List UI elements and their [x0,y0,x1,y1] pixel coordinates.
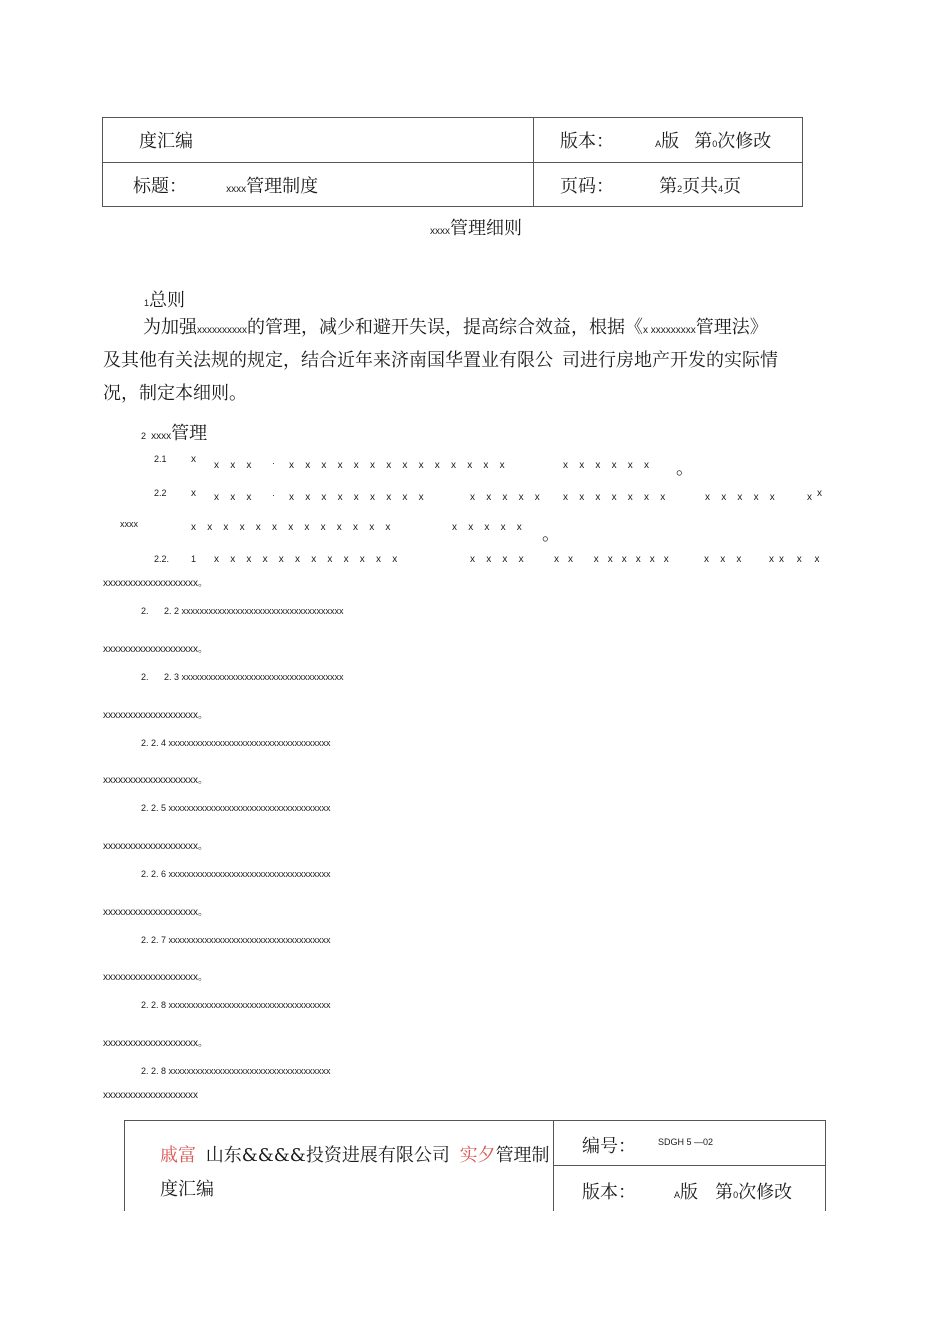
para-text: 为加强 [143,317,197,338]
item-mark: · [272,458,275,468]
item-end: 。 [676,458,694,479]
section-1-paragraph-line-2 [103,344,778,377]
item-2-2-5: 2. 2. 5 xxxxxxxxxxxxxxxxxxxxxxxxxxxxxxxxxxxx [141,803,331,813]
item-placeholder: xx x x [769,554,825,565]
section-2-number: 2 [141,431,147,441]
item-2-2-5-continuation: xxxxxxxxxxxxxxxxxxx。 [103,841,208,852]
document-heading [430,214,522,240]
header-page-total: 4 [718,183,724,194]
section-1-title: 总则 [149,290,186,311]
item-number: 2.1 [154,454,167,464]
header-version-label: 版本： [560,131,614,152]
item-placeholder: xxxxxxxxxxxxx [191,522,402,533]
footer-version-small: A [674,1190,681,1200]
item-2-2-3-prefix: 2. [141,672,149,682]
footer-revision-post: 次修改 [738,1182,793,1203]
item-placeholder: xxxxx [470,492,551,503]
item-2-2 [154,488,834,510]
header-doc-title: 度汇编 [139,131,193,152]
header-revision-num: 0 [712,139,718,149]
item-placeholder: xx xxxxxx [554,554,678,565]
item-2-2-3: 2. 3 xxxxxxxxxxxxxxxxxxxxxxxxxxxxxxxxxxxx [164,672,344,682]
header-title-text: 管理制度 [246,175,319,197]
item-2-2-8: 2. 2. 8 xxxxxxxxxxxxxxxxxxxxxxxxxxxxxxxxxxxx [141,1000,331,1010]
item-placeholder: xxxx [470,554,535,565]
header-title-label: 标题： [133,175,187,197]
heading-text: 管理细则 [450,218,522,239]
footer-version-text: 版 [680,1182,699,1203]
footer-company-name: 山东&&&&投资进展有限公司 [205,1145,450,1166]
section-1-paragraph-line-1 [143,311,768,347]
footer-company-cell [125,1121,554,1211]
item-2-2-8-repeat: 2. 2. 8 xxxxxxxxxxxxxxxxxxxxxxxxxxxxxxxxxxxx [141,1066,331,1076]
item-2-2-2-continuation: xxxxxxxxxxxxxxxxxxx。 [103,644,208,655]
footer-revision-pre: 第 [715,1182,734,1203]
item-placeholder: xxxxxxx [563,492,677,503]
item-placeholder: x [817,488,834,499]
footer-version-label: 版本： [582,1182,636,1203]
item-2-2-4-continuation: xxxxxxxxxxxxxxxxxxx。 [103,775,208,786]
header-page-mid: 页共 [682,175,719,197]
item-placeholder: xxxxx [452,522,533,533]
item-number: 2.2 [154,488,167,498]
footer-code-label: 编号： [582,1136,636,1157]
item-2-2-6-continuation: xxxxxxxxxxxxxxxxxxx。 [103,907,208,918]
header-revision-post: 次修改 [717,131,772,152]
item-placeholder: x [807,492,824,503]
item-placeholder: xxxxxxxxx [289,492,435,503]
header-page-post: 页 [723,175,742,197]
para-text: 况，制定本细则。 [103,383,247,404]
section-2-heading [141,419,207,445]
footer-stamp-2: 实夕 [459,1145,496,1166]
para-placeholder: x xxxxxxxxx [643,325,696,336]
item-2-2-1 [154,552,834,574]
item-mark: · [272,490,275,500]
heading-small: xxxx [430,226,450,237]
item-2-2-6: 2. 2. 6 xxxxxxxxxxxxxxxxxxxxxxxxxxxxxxxxxxxx [141,869,331,879]
footer-title-tail: 管理制 [495,1145,550,1166]
item-2-2-3-continuation: xxxxxxxxxxxxxxxxxxx。 [103,710,208,721]
item-placeholder: xxx [214,460,263,471]
para-text: 及其他有关法规的规定，结合近年来济南国华置业有限公 [103,350,553,371]
para-text: 管理法》 [695,317,768,338]
item-2-2-8-continuation: xxxxxxxxxxxxxxxxxxx。 [103,1038,208,1049]
section-1-number: 1 [144,298,150,308]
section-2-small: xxxx [151,431,172,442]
item-2-2-4: 2. 2. 4 xxxxxxxxxxxxxxxxxxxxxxxxxxxxxxxxxxxx [141,738,331,748]
header-doc-title-cell [103,118,534,163]
header-table [102,117,803,207]
footer-version [674,1178,792,1204]
section-2-title: 管理 [171,423,208,444]
item-2-2-line-2 [120,518,560,545]
item-placeholder: x [191,454,208,465]
section-1-heading [144,286,185,312]
para-placeholder: xxxxxxxxxx [197,325,247,336]
header-page-num: 2 [677,183,683,194]
header-title-small: xxxx [226,183,247,195]
header-page-cell [534,163,803,207]
header-page-label: 页码： [560,175,614,197]
footer-revision-num: 0 [733,1190,739,1200]
header-revision-pre: 第 [694,131,713,152]
section-1-paragraph-line-3 [103,377,247,410]
header-version-text: 版 [661,131,680,152]
item-2-1 [154,454,714,479]
item-2-2-7: 2. 2. 7 xxxxxxxxxxxxxxxxxxxxxxxxxxxxxxxxxxxx [141,935,331,945]
footer-company-line-1 [160,1141,550,1167]
footer-company-line-2: 度汇编 [160,1179,214,1200]
item-placeholder: xxxxx [705,492,786,503]
footer-code-cell [554,1121,825,1166]
footer-stamp-1: 戚富 [160,1145,196,1166]
header-title-cell [103,163,534,207]
item-2-2-8-repeat-continuation: xxxxxxxxxxxxxxxxxxx [103,1090,198,1101]
item-placeholder: xxxxxxxxxxxxxx [289,460,516,471]
item-2-2-7-continuation: xxxxxxxxxxxxxxxxxxx。 [103,972,208,983]
item-placeholder: xxx [704,554,753,565]
item-end: 。 [542,524,560,545]
footer-code-value: SDGH 5 —02 [658,1137,714,1147]
para-text: 的管理，减少和避开失误，提高综合效益，根据《 [247,317,643,338]
header-version-small: A [655,139,662,149]
header-version-cell [534,118,803,163]
header-page-pre: 第 [659,175,678,197]
item-placeholder: xxx [214,492,263,503]
item-placeholder: xxxxxxxxxxxx [214,554,409,565]
footer-version-cell [554,1166,825,1211]
item-number: 2.2. [154,554,170,564]
item-number: 1 [191,554,197,564]
item-placeholder: x [191,488,208,499]
item-2-2-1-continuation: xxxxxxxxxxxxxxxxxxx。 [103,578,208,589]
item-placeholder: xxxxxx [563,460,661,471]
item-placeholder: xxxx [120,519,138,529]
item-2-2-2: 2. 2 xxxxxxxxxxxxxxxxxxxxxxxxxxxxxxxxxxxx [164,606,344,616]
para-text: 司进行房地产开发的实际情 [562,350,778,371]
footer-table [124,1120,826,1211]
item-2-2-2-prefix: 2. [141,606,149,616]
